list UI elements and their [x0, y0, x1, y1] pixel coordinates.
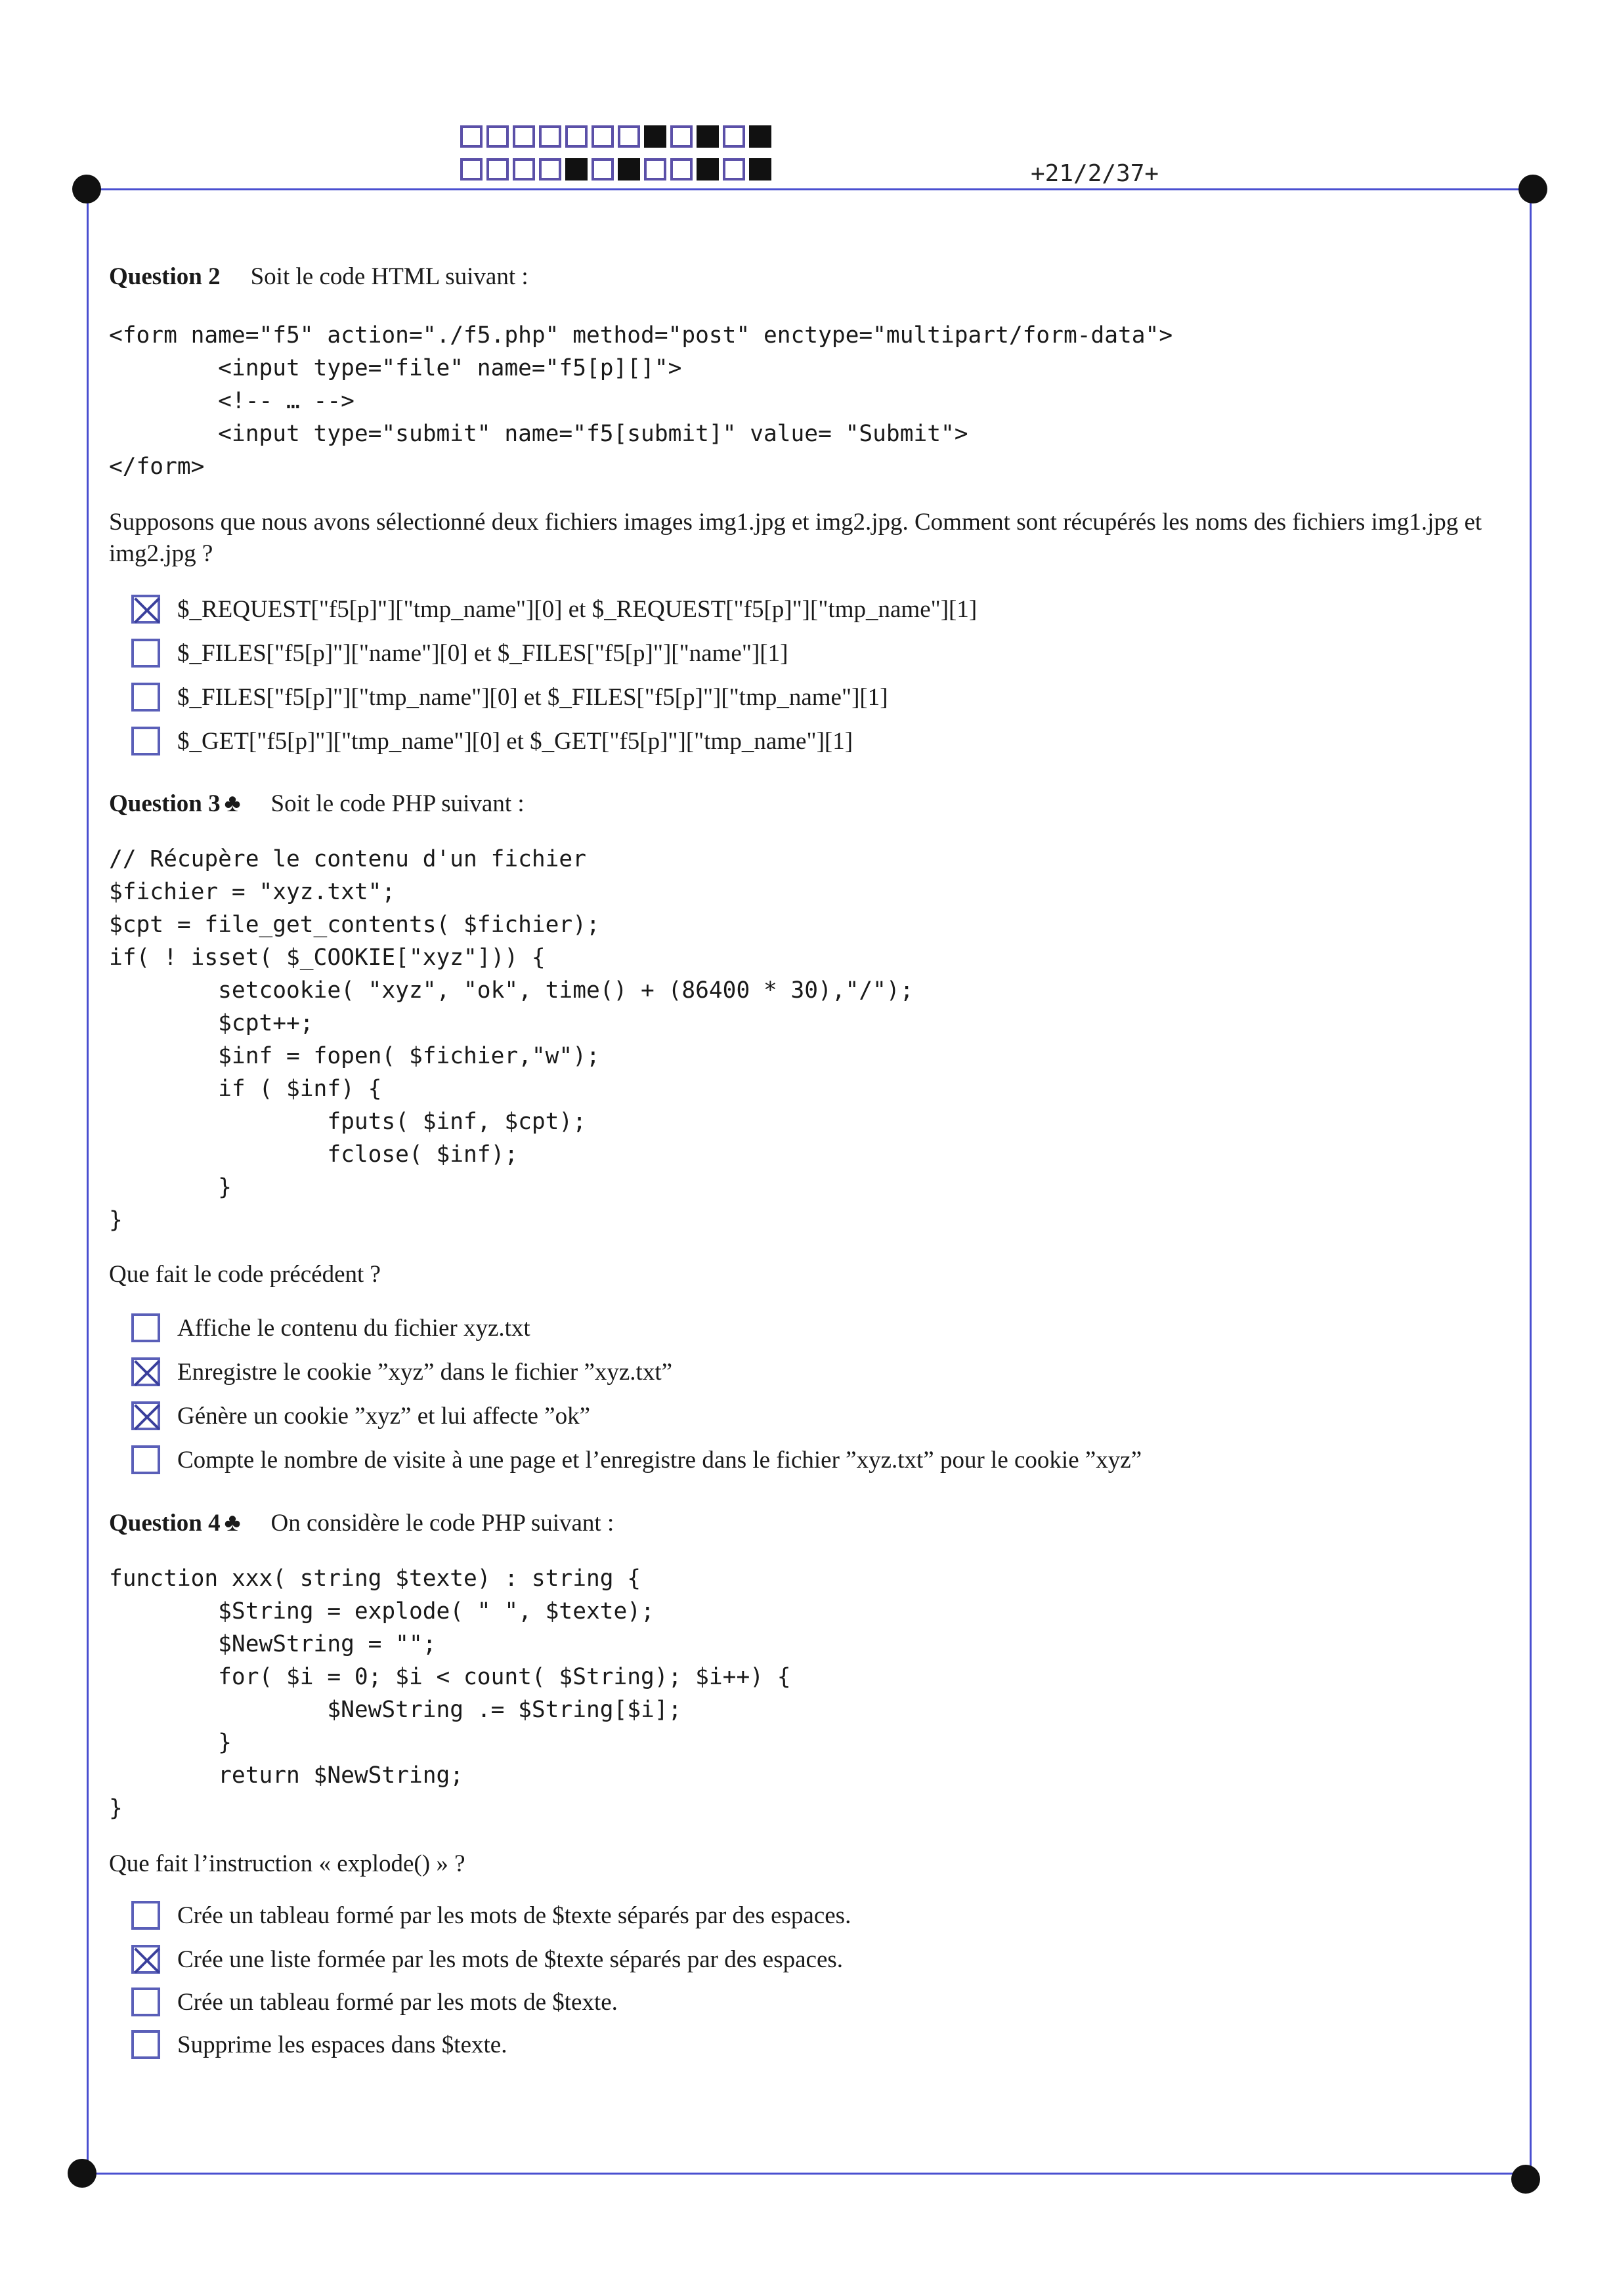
- choice-label: Supprime les espaces dans $texte.: [177, 2031, 507, 2058]
- question-4-choice-2[interactable]: [131, 1941, 843, 1978]
- barcode-cell-empty: [486, 158, 509, 181]
- question-2-code: <form name="f5" action="./f5.php" method="post" enctype="multipart/form-data"> <input type="file" name="f5[p][]"> <!-- … --> <input type="submit" name="f5[submit]" value= "Submit"> </form>: [109, 322, 1173, 480]
- barcode-cell-filled: [749, 125, 771, 148]
- choice-label: Crée un tableau formé par les mots de $texte séparés par des espaces.: [177, 1902, 851, 1929]
- question-4-choice-4[interactable]: [131, 2026, 507, 2063]
- barcode-cell-empty: [591, 125, 614, 148]
- question-4-prompt: Que fait l’instruction « explode() » ?: [109, 1850, 465, 1877]
- frame-bottom-line: [85, 2173, 1530, 2175]
- barcode-cell-filled: [565, 158, 588, 181]
- barcode-cell-empty: [670, 125, 693, 148]
- barcode-cell-filled: [618, 158, 640, 181]
- question-2-choice-1[interactable]: [131, 591, 977, 627]
- question-4-choice-3[interactable]: [131, 1984, 618, 2020]
- frame-left-line: [87, 190, 89, 2176]
- corner-mark-top-right: [1518, 175, 1547, 203]
- question-2-choice-4[interactable]: [131, 723, 853, 759]
- frame-top-line: [88, 188, 1535, 190]
- checkbox-checked[interactable]: [131, 1945, 160, 1974]
- choice-label: Génère un cookie ”xyz” et lui affecte ”ok”: [177, 1402, 590, 1430]
- checkbox[interactable]: [131, 683, 160, 712]
- barcode-row-1: [460, 125, 775, 148]
- checkbox[interactable]: [131, 727, 160, 755]
- choice-label: $_GET["f5[p]"]["tmp_name"][0] et $_GET["f5[p]"]["tmp_name"][1]: [177, 727, 853, 755]
- checkbox[interactable]: [131, 1445, 160, 1474]
- checkbox[interactable]: [131, 1313, 160, 1342]
- barcode-row-2: [460, 158, 775, 181]
- club-icon: ♣: [224, 1509, 241, 1537]
- checkbox[interactable]: [131, 1901, 160, 1930]
- question-3-text: Soit le code PHP suivant :: [270, 790, 525, 817]
- choice-label: Enregistre le cookie ”xyz” dans le fichier ”xyz.txt”: [177, 1358, 673, 1386]
- question-3-choice-4[interactable]: [131, 1441, 1142, 1478]
- choice-label: Affiche le contenu du fichier xyz.txt: [177, 1314, 530, 1342]
- question-2-header: [109, 263, 528, 291]
- barcode-cell-empty: [670, 158, 693, 181]
- barcode-cell-filled: [697, 158, 719, 181]
- exam-id: +21/2/37+: [1031, 160, 1159, 187]
- barcode-cell-empty: [460, 125, 483, 148]
- question-4-code: function xxx( string $texte) : string { $String = explode( " ", $texte); $NewString = ""; for( $i = 0; $i < count( $String); $i++) { $NewString .= $String[$i]; } return $NewString; }: [109, 1565, 791, 1821]
- checkbox[interactable]: [131, 1988, 160, 2016]
- barcode-cell-empty: [513, 125, 535, 148]
- barcode-cell-filled: [644, 125, 666, 148]
- checkbox[interactable]: [131, 639, 160, 668]
- barcode-cell-empty: [618, 125, 640, 148]
- choice-label: $_FILES["f5[p]"]["tmp_name"][0] et $_FILES["f5[p]"]["tmp_name"][1]: [177, 683, 888, 711]
- checkbox[interactable]: [131, 2030, 160, 2059]
- barcode-cell-empty: [513, 158, 535, 181]
- question-3-choice-1[interactable]: [131, 1309, 530, 1346]
- checkbox-checked[interactable]: [131, 1357, 160, 1386]
- choice-label: Crée une liste formée par les mots de $texte séparés par des espaces.: [177, 1945, 844, 1973]
- question-3-header: [109, 789, 525, 818]
- question-3-choice-2[interactable]: [131, 1353, 672, 1390]
- question-2-choice-2[interactable]: [131, 635, 788, 671]
- question-3-label: Question 3: [109, 790, 221, 817]
- corner-mark-bottom-left: [68, 2159, 97, 2188]
- question-4-choice-1[interactable]: [131, 1897, 851, 1934]
- question-2-prompt: Supposons que nous avons sélectionné deux fichiers images img1.jpg et img2.jpg. Comment sont récupérés les noms des fichiers img1.jpg et img2.jpg ?: [109, 509, 1482, 567]
- barcode-cell-empty: [460, 158, 483, 181]
- question-2-choice-3[interactable]: [131, 679, 888, 715]
- choice-label: Crée un tableau formé par les mots de $texte.: [177, 1988, 618, 2016]
- corner-mark-bottom-right: [1511, 2165, 1540, 2194]
- question-3-choice-3[interactable]: [131, 1397, 590, 1434]
- barcode-cell-empty: [539, 158, 561, 181]
- barcode-cell-empty: [644, 158, 666, 181]
- club-icon: ♣: [224, 790, 241, 817]
- frame-right-line: [1530, 190, 1532, 2179]
- question-3-code: // Récupère le contenu d'un fichier $fichier = "xyz.txt"; $cpt = file_get_contents( $fichier); if( ! isset( $_COOKIE["xyz"])) { setcookie( "xyz", "ok", time() + (86400 * 30),"/"); $cpt++; $inf = fopen( $fichier,"w"); if ( $inf) { fputs( $inf, $cpt); fclose( $inf); } }: [109, 846, 914, 1233]
- checkbox-checked[interactable]: [131, 1401, 160, 1430]
- corner-mark-top-left: [72, 175, 101, 203]
- question-4-header: [109, 1508, 614, 1537]
- choice-label: $_FILES["f5[p]"]["name"][0] et $_FILES["f5[p]"]["name"][1]: [177, 639, 788, 667]
- choice-label: $_REQUEST["f5[p]"]["tmp_name"][0] et $_REQUEST["f5[p]"]["tmp_name"][1]: [177, 595, 978, 623]
- question-2-label: Question 2: [109, 263, 221, 290]
- barcode-cell-empty: [723, 125, 745, 148]
- barcode-cell-empty: [723, 158, 745, 181]
- question-4-label: Question 4: [109, 1510, 221, 1537]
- barcode-cell-empty: [486, 125, 509, 148]
- barcode-cell-empty: [565, 125, 588, 148]
- checkbox-checked[interactable]: [131, 595, 160, 624]
- barcode-cell-filled: [749, 158, 771, 181]
- barcode-cell-empty: [591, 158, 614, 181]
- choice-label: Compte le nombre de visite à une page et l’enregistre dans le fichier ”xyz.txt” pour le cookie ”xyz”: [177, 1446, 1142, 1474]
- barcode-cell-empty: [539, 125, 561, 148]
- question-3-prompt: Que fait le code précédent ?: [109, 1261, 381, 1288]
- question-4-text: On considère le code PHP suivant :: [270, 1510, 614, 1537]
- question-2-text: Soit le code HTML suivant :: [250, 263, 528, 290]
- barcode-cell-filled: [697, 125, 719, 148]
